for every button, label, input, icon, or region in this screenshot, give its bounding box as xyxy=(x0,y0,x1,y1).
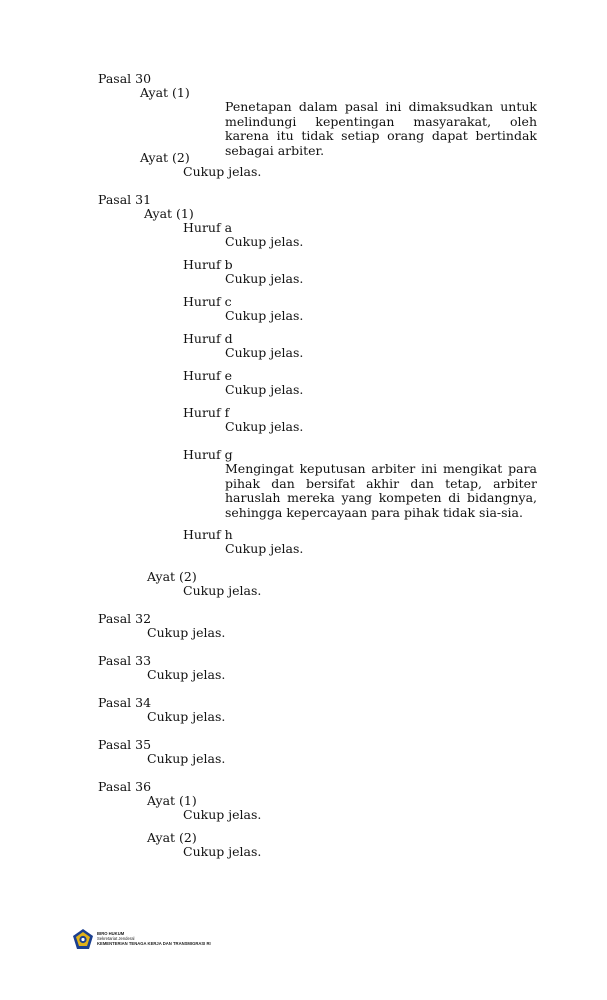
huruf-h-label: Huruf h xyxy=(183,527,233,542)
huruf-c-label: Huruf c xyxy=(183,294,232,309)
pasal-31-heading: Pasal 31 xyxy=(98,192,152,207)
huruf-d-text: Cukup jelas. xyxy=(225,345,304,360)
ministry-emblem-icon xyxy=(72,928,94,950)
pasal-30-ayat-1-text: Penetapan dalam pasal ini dimaksudkan untuk melindungi kepentingan masyarakat, oleh karena itu tidak setiap orang dapat bertindak sebagai arbiter. xyxy=(225,99,537,158)
pasal-31-ayat-1-label: Ayat (1) xyxy=(144,206,194,221)
huruf-g-text: Mengingat keputusan arbiter ini mengikat para pihak dan bersifat akhir dan tetap, arbiter haruslah mereka yang kompeten di bidangnya, sehingga kepercayaan para pihak tidak sia-sia. xyxy=(225,461,537,520)
footer-line-1: BIRO HUKUM xyxy=(97,931,125,936)
pasal-34-text: Cukup jelas. xyxy=(147,709,226,724)
pasal-36-heading: Pasal 36 xyxy=(98,779,152,794)
pasal-36-ayat-1-text: Cukup jelas. xyxy=(183,807,262,822)
pasal-32-heading: Pasal 32 xyxy=(98,611,152,626)
huruf-h-text: Cukup jelas. xyxy=(225,541,304,556)
pasal-34-heading: Pasal 34 xyxy=(98,695,152,710)
pasal-30-ayat-2-text: Cukup jelas. xyxy=(183,164,262,179)
pasal-30-ayat-2-label: Ayat (2) xyxy=(140,150,190,165)
pasal-31-ayat-2-text: Cukup jelas. xyxy=(183,583,262,598)
footer xyxy=(72,928,272,952)
pasal-30-ayat-1-label: Ayat (1) xyxy=(140,85,190,100)
huruf-b-label: Huruf b xyxy=(183,257,233,272)
pasal-35-text: Cukup jelas. xyxy=(147,751,226,766)
huruf-e-text: Cukup jelas. xyxy=(225,382,304,397)
huruf-f-text: Cukup jelas. xyxy=(225,419,304,434)
huruf-a-label: Huruf a xyxy=(183,220,233,235)
pasal-33-text: Cukup jelas. xyxy=(147,667,226,682)
pasal-33-heading: Pasal 33 xyxy=(98,653,152,668)
pasal-36-ayat-1-label: Ayat (1) xyxy=(147,793,197,808)
pasal-36-ayat-2-text: Cukup jelas. xyxy=(183,844,262,859)
huruf-a-text: Cukup jelas. xyxy=(225,234,304,249)
pasal-32-text: Cukup jelas. xyxy=(147,625,226,640)
huruf-g-label: Huruf g xyxy=(183,447,233,462)
footer-line-3: KEMENTERIAN TENAGA KERJA DAN TRANSMIGRASI RI xyxy=(97,941,211,946)
pasal-35-heading: Pasal 35 xyxy=(98,737,152,752)
huruf-b-text: Cukup jelas. xyxy=(225,271,304,286)
huruf-c-text: Cukup jelas. xyxy=(225,308,304,323)
huruf-d-label: Huruf d xyxy=(183,331,233,346)
pasal-36-ayat-2-label: Ayat (2) xyxy=(147,830,197,845)
huruf-f-label: Huruf f xyxy=(183,405,230,420)
pasal-30-heading: Pasal 30 xyxy=(98,71,152,86)
footer-line-2: Sekretariat Jenderal xyxy=(97,936,135,941)
pasal-31-ayat-2-label: Ayat (2) xyxy=(147,569,197,584)
huruf-e-label: Huruf e xyxy=(183,368,232,383)
